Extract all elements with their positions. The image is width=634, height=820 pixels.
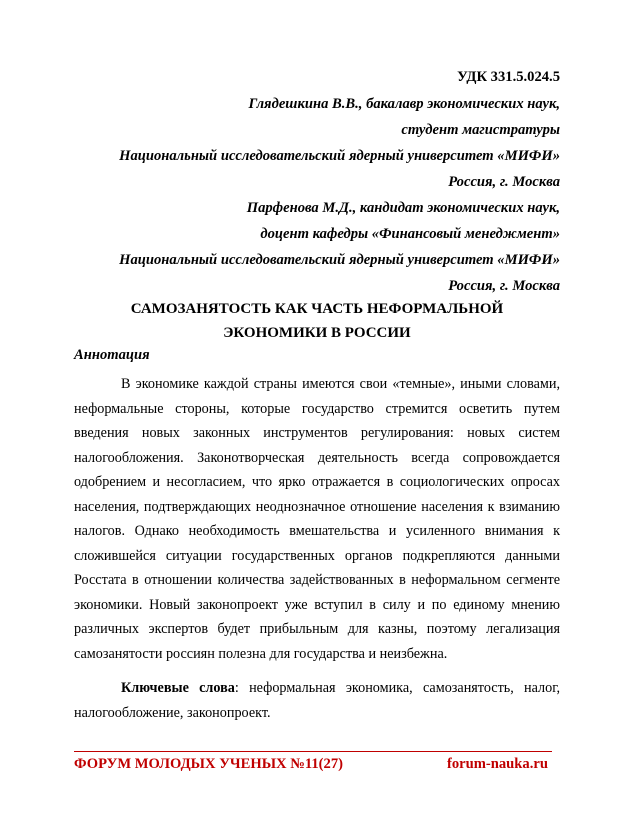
footer-site[interactable]: forum-nauka.ru <box>447 756 548 772</box>
author2-city: Россия, г. Москва <box>448 278 560 294</box>
author2-name-degree: Парфенова М.Д., кандидат экономических наук, <box>246 200 560 216</box>
paper-title <box>74 297 560 345</box>
author1-city: Россия, г. Москва <box>448 174 560 190</box>
udk-code: УДК 331.5.024.5 <box>457 69 560 85</box>
author1-position: студент магистратуры <box>401 122 560 138</box>
keywords-paragraph <box>74 676 560 725</box>
author2-organization: Национальный исследовательский ядерный университет «МИФИ» <box>119 252 560 268</box>
author1-organization: Национальный исследовательский ядерный университет «МИФИ» <box>119 148 560 164</box>
author1-name-degree: Глядешкина В.В., бакалавр экономических наук, <box>248 96 560 112</box>
author2-position: доцент кафедры «Финансовый менеджмент» <box>260 226 560 242</box>
keywords-label: Ключевые слова <box>121 680 235 696</box>
footer-journal: ФОРУМ МОЛОДЫХ УЧЕНЫХ №11(27) <box>74 756 343 772</box>
abstract-heading: Аннотация <box>74 347 150 363</box>
paper-title-line2: ЭКОНОМИКИ В РОССИИ <box>223 325 411 341</box>
abstract-text: В экономике каждой страны имеются свои «темные», иными словами, неформальные стороны, которые государство стремится осветить путем введения новых законных инструментов регулирования: новых систем налогообложения. Законотворческая деятельность всегда сопровождается одобрением и несогласием, что ярко отражается в социологических опросах населения, подтверждающих неоднозначное отношение населения к взиманию налогов. Однако необходимость вмешательства и усиленного внимания к сложившейся ситуации государственных органов подкрепляются данными Росстата в отношении количества задействованных в неформальном сегменте экономики. Новый законопроект уже вступил в силу и по единому мнению различных экспертов будет прибыльным для казны, поэтому легализация самозанятости россиян полезна для государства и неизбежна. <box>74 376 560 662</box>
keywords-text: : неформальная экономика, самозанятость, налог, налогообложение, законопроект. <box>74 680 560 721</box>
footer-divider <box>74 751 552 752</box>
paper-title-line1: САМОЗАНЯТОСТЬ КАК ЧАСТЬ НЕФОРМАЛЬНОЙ <box>130 301 504 317</box>
